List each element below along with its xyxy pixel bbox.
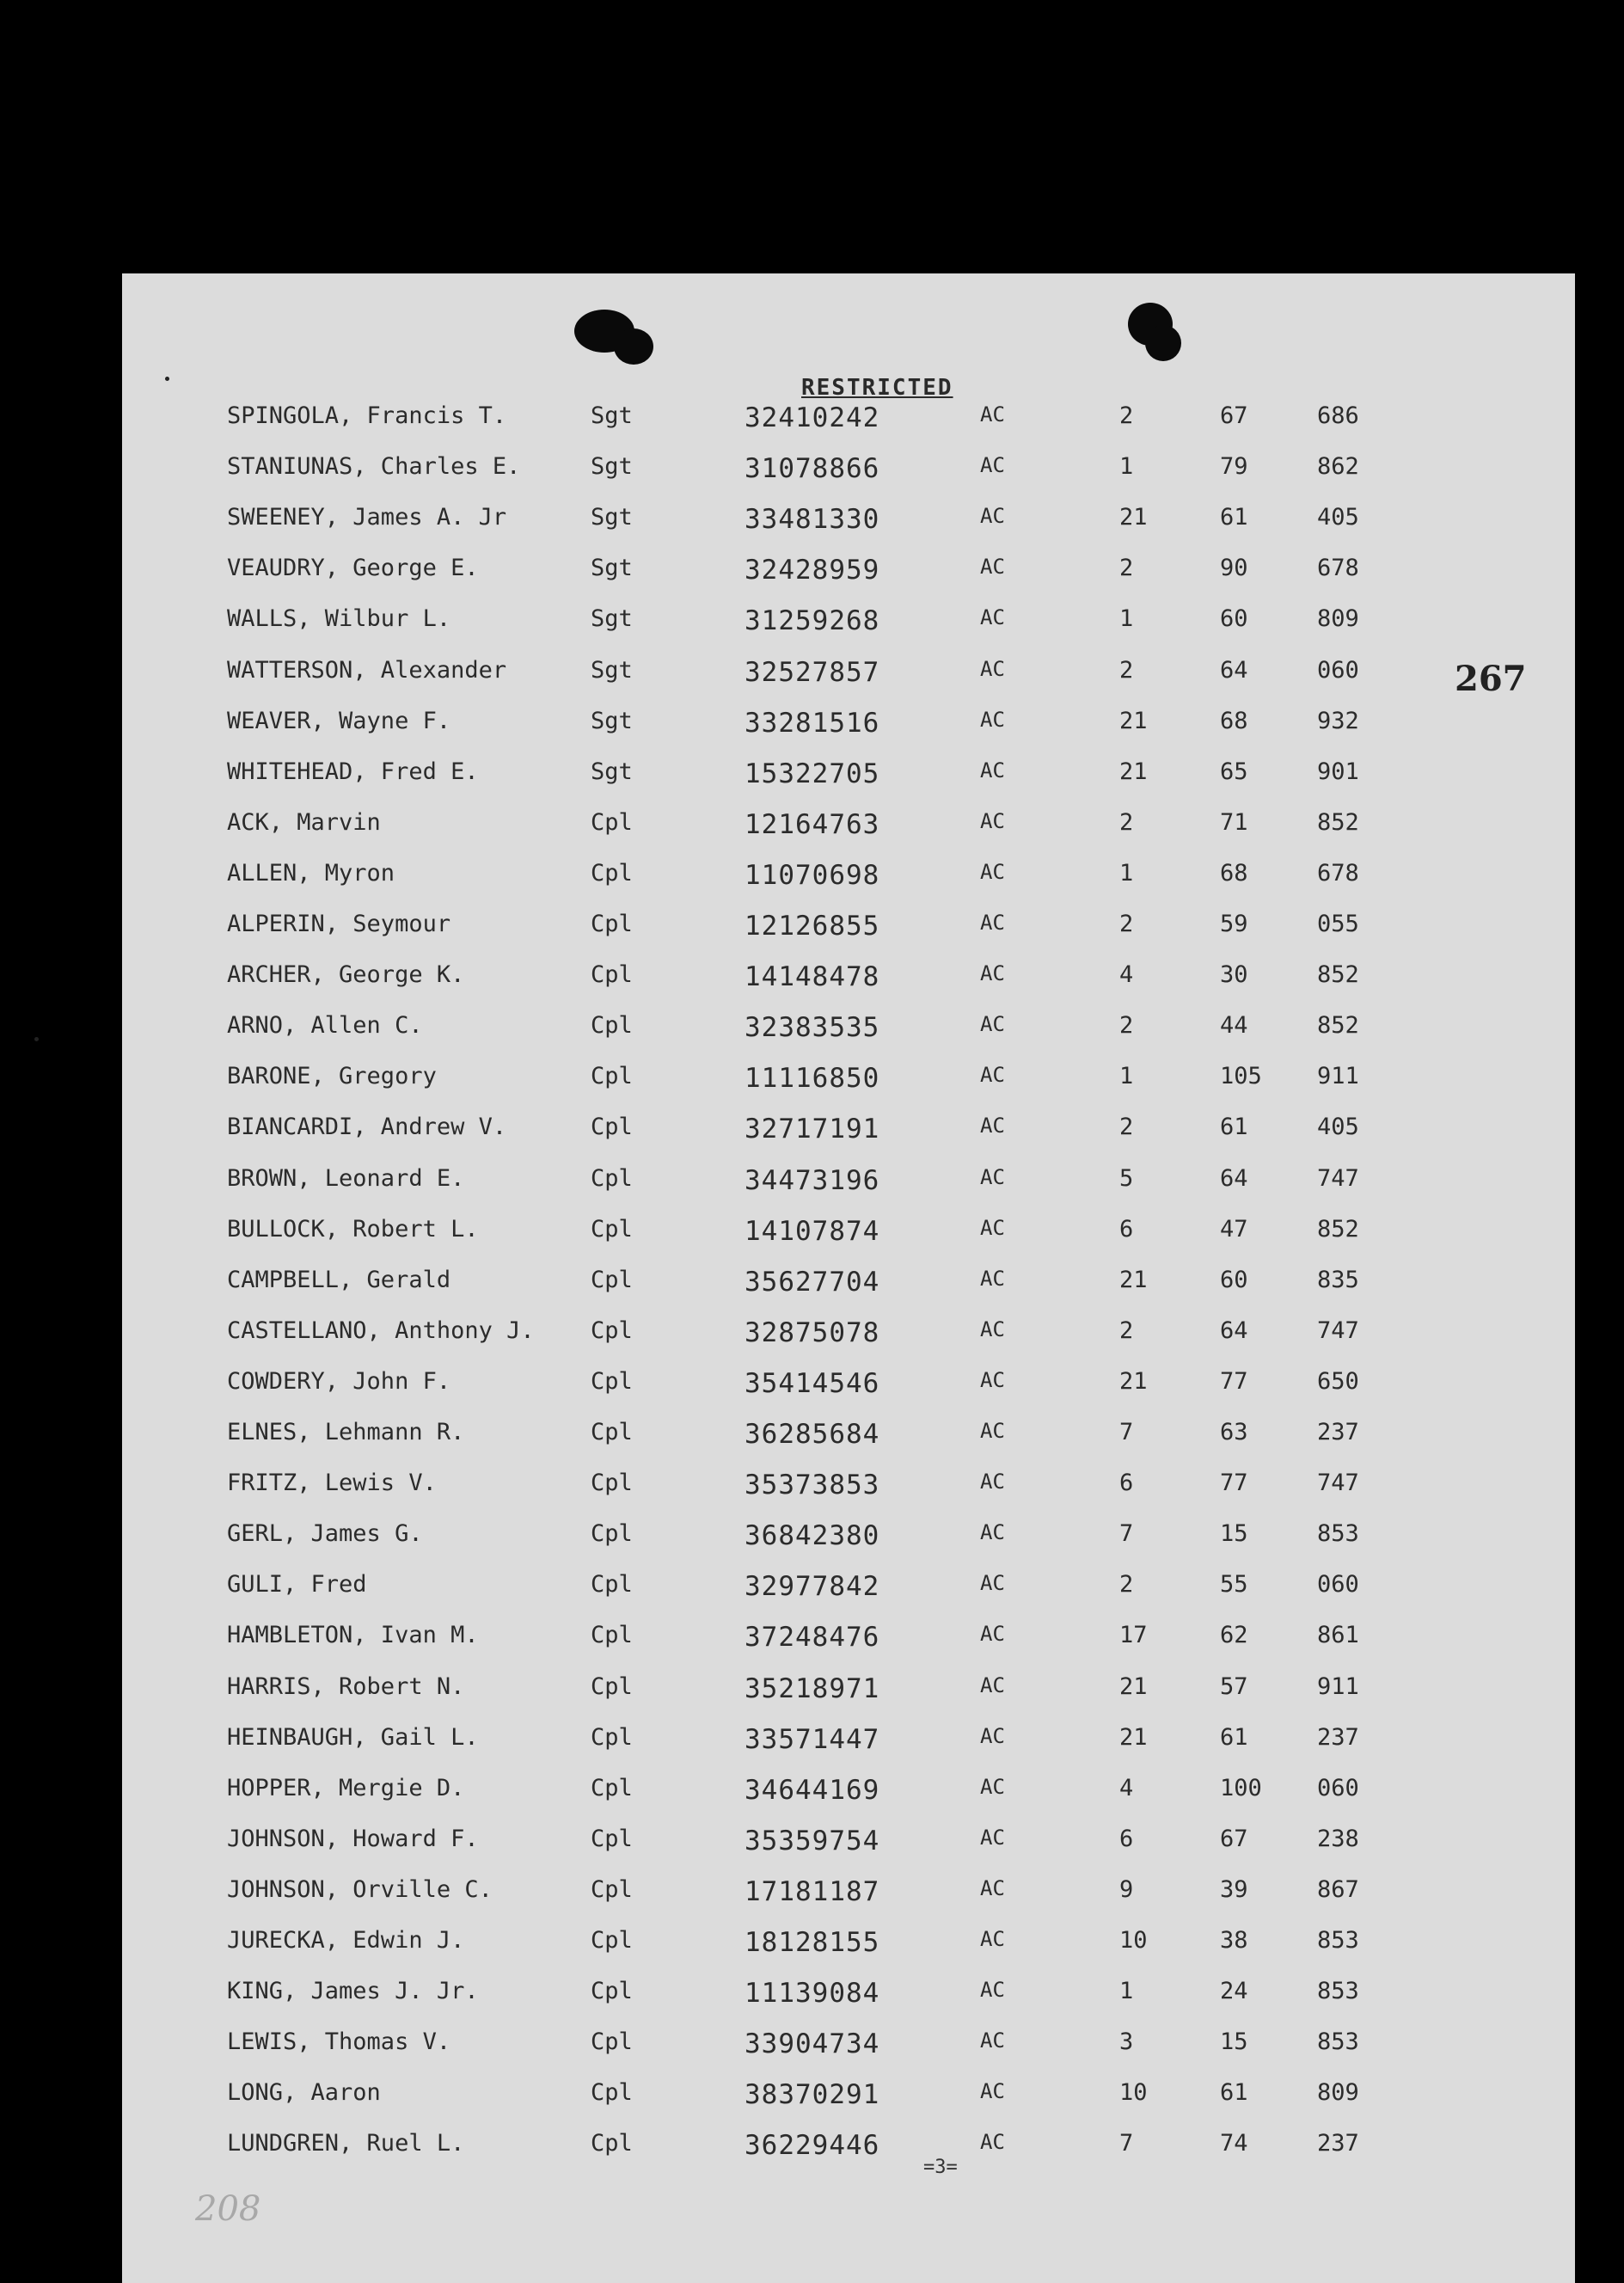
cell-serial: 32383535 <box>745 1012 880 1044</box>
cell-name: LEWIS, Thomas V. <box>227 2028 451 2056</box>
cell-col-a: 6 <box>1119 1470 1134 1497</box>
cell-col-c: 686 <box>1317 402 1359 429</box>
cell-col-c: 853 <box>1317 1520 1359 1548</box>
cell-col-c: 405 <box>1317 504 1359 531</box>
cell-rank: Sgt <box>591 758 633 785</box>
cell-serial: 38370291 <box>745 2079 880 2111</box>
cell-name: LUNDGREN, Ruel L. <box>227 2130 465 2157</box>
cell-name: HOPPER, Mergie D. <box>227 1774 465 1801</box>
cell-col-b: 77 <box>1220 1367 1248 1395</box>
cell-rank: Cpl <box>591 1774 633 1801</box>
cell-col-b: 79 <box>1220 453 1248 481</box>
table-row <box>122 1826 1575 1860</box>
table-row <box>122 1571 1575 1605</box>
cell-col-c: 060 <box>1317 1571 1359 1599</box>
cell-col-b: 30 <box>1220 961 1248 989</box>
cell-name: ALPERIN, Seymour <box>227 911 451 937</box>
cell-serial: 11116850 <box>745 1063 880 1095</box>
cell-rank: Cpl <box>591 1672 633 1700</box>
cell-serial: 14107874 <box>745 1215 880 1247</box>
cell-col-b: 61 <box>1220 1723 1248 1751</box>
cell-col-a: 2 <box>1119 656 1134 684</box>
table-row <box>122 453 1575 488</box>
cell-serial: 36285684 <box>745 1419 880 1450</box>
cell-col-c: 852 <box>1317 808 1359 836</box>
table-row <box>122 809 1575 844</box>
table-row <box>122 860 1575 894</box>
cell-branch: AC <box>980 1215 1005 1240</box>
cell-serial: 17181187 <box>745 1875 880 1907</box>
cell-col-a: 17 <box>1119 1622 1148 1649</box>
cell-col-a: 1 <box>1119 1063 1134 1090</box>
table-row <box>122 1520 1575 1555</box>
cell-col-c: 861 <box>1317 1622 1359 1649</box>
table-row <box>122 1978 1575 2012</box>
cell-col-c: 862 <box>1317 453 1359 481</box>
document-title: RESTRICTED <box>801 375 953 401</box>
cell-rank: Cpl <box>591 1215 633 1243</box>
cell-rank: Sgt <box>591 707 633 734</box>
cell-col-a: 7 <box>1119 2130 1134 2157</box>
cell-rank: Sgt <box>591 555 633 582</box>
cell-col-a: 21 <box>1119 1723 1148 1751</box>
table-row <box>122 1775 1575 1809</box>
cell-serial: 32717191 <box>745 1114 880 1145</box>
cell-col-a: 1 <box>1119 859 1134 887</box>
cell-col-a: 2 <box>1119 1316 1134 1344</box>
cell-serial: 32428959 <box>745 555 880 586</box>
cell-branch: AC <box>980 1622 1005 1647</box>
cell-col-b: 15 <box>1220 1520 1248 1548</box>
cell-name: ACK, Marvin <box>227 808 381 836</box>
cell-col-c: 853 <box>1317 1927 1359 1954</box>
cell-col-a: 10 <box>1119 1927 1148 1954</box>
cell-rank: Cpl <box>591 2079 633 2107</box>
cell-col-a: 2 <box>1119 1571 1134 1599</box>
cell-col-b: 68 <box>1220 859 1248 887</box>
cell-col-c: 678 <box>1317 555 1359 582</box>
cell-col-b: 44 <box>1220 1012 1248 1040</box>
cell-serial: 32527857 <box>745 656 880 688</box>
cell-col-b: 47 <box>1220 1215 1248 1243</box>
document-page <box>122 273 1575 2283</box>
table-row <box>122 1876 1575 1911</box>
cell-rank: Cpl <box>591 1470 633 1497</box>
cell-col-b: 61 <box>1220 2079 1248 2107</box>
cell-col-a: 21 <box>1119 1367 1148 1395</box>
cell-col-b: 61 <box>1220 504 1248 531</box>
cell-name: WATTERSON, Alexander <box>227 656 507 684</box>
cell-col-a: 1 <box>1119 1978 1134 2005</box>
cell-col-c: 055 <box>1317 911 1359 937</box>
cell-name: HEINBAUGH, Gail L. <box>227 1723 479 1751</box>
page-marker: =3= <box>923 2157 958 2178</box>
cell-name: HAMBLETON, Ivan M. <box>227 1622 479 1649</box>
cell-branch: AC <box>980 1520 1005 1545</box>
speck <box>165 377 169 381</box>
cell-col-a: 21 <box>1119 504 1148 531</box>
cell-col-a: 21 <box>1119 1672 1148 1700</box>
cell-rank: Cpl <box>591 1875 633 1903</box>
cell-rank: Cpl <box>591 1164 633 1192</box>
cell-name: WEAVER, Wayne F. <box>227 707 451 734</box>
cell-col-a: 2 <box>1119 1114 1134 1141</box>
cell-rank: Cpl <box>591 1978 633 2005</box>
table-row <box>122 1419 1575 1453</box>
cell-col-c: 237 <box>1317 2130 1359 2157</box>
table-row <box>122 1673 1575 1708</box>
cell-col-c: 650 <box>1317 1367 1359 1395</box>
cell-col-a: 21 <box>1119 1266 1148 1293</box>
cell-col-c: 060 <box>1317 656 1359 684</box>
table-row <box>122 1267 1575 1301</box>
cell-branch: AC <box>980 2079 1005 2104</box>
cell-col-a: 6 <box>1119 1825 1134 1852</box>
cell-col-a: 2 <box>1119 911 1134 937</box>
table-row <box>122 1927 1575 1961</box>
table-row <box>122 657 1575 691</box>
cell-col-c: 911 <box>1317 1672 1359 1700</box>
cell-rank: Sgt <box>591 402 633 429</box>
cell-serial: 34473196 <box>745 1164 880 1196</box>
cell-branch: AC <box>980 1774 1005 1799</box>
cell-rank: Cpl <box>591 1012 633 1040</box>
cell-col-a: 7 <box>1119 1520 1134 1548</box>
cell-col-c: 747 <box>1317 1164 1359 1192</box>
cell-serial: 36229446 <box>745 2130 880 2162</box>
table-row <box>122 555 1575 589</box>
cell-col-c: 060 <box>1317 1774 1359 1801</box>
cell-col-b: 60 <box>1220 605 1248 633</box>
cell-serial: 37248476 <box>745 1622 880 1654</box>
cell-branch: AC <box>980 1012 1005 1037</box>
table-row <box>122 1317 1575 1352</box>
cell-name: SWEENEY, James A. Jr <box>227 504 507 531</box>
cell-name: JOHNSON, Howard F. <box>227 1825 479 1852</box>
cell-serial: 12164763 <box>745 808 880 840</box>
cell-branch: AC <box>980 911 1005 935</box>
cell-rank: Cpl <box>591 1266 633 1293</box>
cell-col-a: 4 <box>1119 961 1134 989</box>
cell-branch: AC <box>980 1978 1005 2003</box>
cell-col-c: 853 <box>1317 2028 1359 2056</box>
cell-name: COWDERY, John F. <box>227 1367 451 1395</box>
cell-branch: AC <box>980 1419 1005 1443</box>
cell-col-b: 90 <box>1220 555 1248 582</box>
cell-name: VEAUDRY, George E. <box>227 555 479 582</box>
cell-branch: AC <box>980 656 1005 681</box>
cell-name: FRITZ, Lewis V. <box>227 1470 437 1497</box>
table-row <box>122 1012 1575 1046</box>
cell-rank: Cpl <box>591 1825 633 1852</box>
cell-col-b: 55 <box>1220 1571 1248 1599</box>
cell-serial: 32875078 <box>745 1316 880 1348</box>
cell-name: JURECKA, Edwin J. <box>227 1927 465 1954</box>
cell-rank: Cpl <box>591 859 633 887</box>
table-row <box>122 2079 1575 2114</box>
cell-branch: AC <box>980 1927 1005 1951</box>
cell-col-b: 38 <box>1220 1927 1248 1954</box>
cell-col-c: 852 <box>1317 1215 1359 1243</box>
cell-name: SPINGOLA, Francis T. <box>227 402 507 429</box>
table-row <box>122 1063 1575 1097</box>
cell-col-c: 852 <box>1317 961 1359 989</box>
cell-col-b: 60 <box>1220 1266 1248 1293</box>
cell-branch: AC <box>980 453 1005 478</box>
cell-serial: 33481330 <box>745 504 880 536</box>
cell-col-b: 105 <box>1220 1063 1262 1090</box>
cell-col-b: 57 <box>1220 1672 1248 1700</box>
cell-col-b: 64 <box>1220 1164 1248 1192</box>
cell-col-b: 67 <box>1220 402 1248 429</box>
cell-name: LONG, Aaron <box>227 2079 381 2107</box>
cell-col-a: 21 <box>1119 758 1148 785</box>
cell-col-b: 63 <box>1220 1419 1248 1445</box>
cell-serial: 35359754 <box>745 1825 880 1856</box>
cell-branch: AC <box>980 859 1005 884</box>
cell-serial: 33904734 <box>745 2028 880 2060</box>
cell-col-c: 747 <box>1317 1316 1359 1344</box>
cell-branch: AC <box>980 2028 1005 2053</box>
cell-name: WHITEHEAD, Fred E. <box>227 758 479 785</box>
cell-col-b: 61 <box>1220 1114 1248 1141</box>
cell-name: BROWN, Leonard E. <box>227 1164 465 1192</box>
table-row <box>122 1724 1575 1758</box>
table-row <box>122 911 1575 945</box>
table-row <box>122 504 1575 538</box>
punch-hole-left-lower <box>614 328 653 365</box>
cell-col-b: 100 <box>1220 1774 1262 1801</box>
table-row <box>122 402 1575 437</box>
cell-col-b: 39 <box>1220 1875 1248 1903</box>
cell-col-a: 5 <box>1119 1164 1134 1192</box>
cell-col-a: 7 <box>1119 1419 1134 1445</box>
cell-branch: AC <box>980 504 1005 529</box>
cell-serial: 31078866 <box>745 453 880 485</box>
cell-branch: AC <box>980 1114 1005 1138</box>
cell-branch: AC <box>980 758 1005 782</box>
cell-serial: 36842380 <box>745 1520 880 1552</box>
cell-serial: 18128155 <box>745 1927 880 1958</box>
cell-col-c: 237 <box>1317 1723 1359 1751</box>
cell-serial: 35627704 <box>745 1266 880 1298</box>
cell-col-c: 853 <box>1317 1978 1359 2005</box>
cell-col-a: 4 <box>1119 1774 1134 1801</box>
cell-rank: Cpl <box>591 1114 633 1141</box>
cell-rank: Cpl <box>591 808 633 836</box>
handwritten-note: 208 <box>195 2189 261 2229</box>
cell-name: KING, James J. Jr. <box>227 1978 479 2005</box>
page-number: 267 <box>1455 659 1527 699</box>
cell-col-c: 901 <box>1317 758 1359 785</box>
cell-col-c: 911 <box>1317 1063 1359 1090</box>
cell-branch: AC <box>980 2130 1005 2155</box>
cell-col-c: 405 <box>1317 1114 1359 1141</box>
cell-branch: AC <box>980 1825 1005 1850</box>
cell-rank: Cpl <box>591 1419 633 1445</box>
table-row <box>122 1622 1575 1656</box>
cell-col-b: 62 <box>1220 1622 1248 1649</box>
cell-name: GERL, James G. <box>227 1520 423 1548</box>
table-row <box>122 1470 1575 1504</box>
cell-col-b: 77 <box>1220 1470 1248 1497</box>
cell-rank: Cpl <box>591 1571 633 1599</box>
cell-col-a: 10 <box>1119 2079 1148 2107</box>
cell-serial: 12126855 <box>745 911 880 942</box>
cell-col-b: 64 <box>1220 1316 1248 1344</box>
cell-rank: Cpl <box>591 1520 633 1548</box>
table-row <box>122 1216 1575 1250</box>
cell-col-c: 678 <box>1317 859 1359 887</box>
cell-name: CASTELLANO, Anthony J. <box>227 1316 535 1344</box>
cell-serial: 33571447 <box>745 1723 880 1755</box>
cell-col-c: 809 <box>1317 2079 1359 2107</box>
cell-branch: AC <box>980 1266 1005 1291</box>
cell-rank: Sgt <box>591 453 633 481</box>
table-row <box>122 758 1575 793</box>
cell-name: BULLOCK, Robert L. <box>227 1215 479 1243</box>
table-row <box>122 1368 1575 1402</box>
cell-col-a: 9 <box>1119 1875 1134 1903</box>
cell-branch: AC <box>980 402 1005 427</box>
cell-serial: 31259268 <box>745 605 880 637</box>
cell-col-a: 21 <box>1119 707 1148 734</box>
cell-branch: AC <box>980 1316 1005 1341</box>
cell-col-a: 1 <box>1119 605 1134 633</box>
cell-name: CAMPBELL, Gerald <box>227 1266 451 1293</box>
cell-col-b: 71 <box>1220 808 1248 836</box>
cell-col-a: 2 <box>1119 555 1134 582</box>
cell-name: STANIUNAS, Charles E. <box>227 453 521 481</box>
cell-serial: 14148478 <box>745 961 880 993</box>
cell-name: JOHNSON, Orville C. <box>227 1875 493 1903</box>
cell-col-c: 237 <box>1317 1419 1359 1445</box>
cell-serial: 11139084 <box>745 1978 880 2010</box>
cell-serial: 35414546 <box>745 1367 880 1399</box>
cell-col-c: 835 <box>1317 1266 1359 1293</box>
cell-col-b: 65 <box>1220 758 1248 785</box>
cell-col-a: 2 <box>1119 808 1134 836</box>
table-row <box>122 1165 1575 1200</box>
cell-col-c: 852 <box>1317 1012 1359 1040</box>
cell-name: BARONE, Gregory <box>227 1063 437 1090</box>
cell-branch: AC <box>980 1367 1005 1392</box>
cell-name: WALLS, Wilbur L. <box>227 605 451 633</box>
cell-rank: Cpl <box>591 2028 633 2056</box>
cell-rank: Sgt <box>591 605 633 633</box>
cell-col-c: 867 <box>1317 1875 1359 1903</box>
cell-col-a: 6 <box>1119 1215 1134 1243</box>
cell-name: BIANCARDI, Andrew V. <box>227 1114 507 1141</box>
cell-col-a: 2 <box>1119 402 1134 429</box>
cell-rank: Cpl <box>591 1063 633 1090</box>
cell-branch: AC <box>980 1875 1005 1900</box>
cell-rank: Cpl <box>591 2130 633 2157</box>
table-row <box>122 708 1575 742</box>
cell-branch: AC <box>980 1672 1005 1697</box>
cell-serial: 11070698 <box>745 859 880 891</box>
cell-serial: 32410242 <box>745 402 880 433</box>
cell-rank: Cpl <box>591 1316 633 1344</box>
speck <box>34 1037 39 1041</box>
table-row <box>122 961 1575 996</box>
cell-branch: AC <box>980 1723 1005 1748</box>
cell-col-c: 238 <box>1317 1825 1359 1852</box>
cell-col-b: 74 <box>1220 2130 1248 2157</box>
table-row <box>122 2130 1575 2164</box>
cell-rank: Cpl <box>591 1622 633 1649</box>
cell-col-b: 59 <box>1220 911 1248 937</box>
cell-col-b: 15 <box>1220 2028 1248 2056</box>
cell-rank: Cpl <box>591 1927 633 1954</box>
cell-col-b: 67 <box>1220 1825 1248 1852</box>
cell-serial: 15322705 <box>745 758 880 789</box>
cell-name: ARCHER, George K. <box>227 961 465 989</box>
cell-col-b: 24 <box>1220 1978 1248 2005</box>
cell-branch: AC <box>980 707 1005 732</box>
cell-name: ELNES, Lehmann R. <box>227 1419 465 1445</box>
cell-name: GULI, Fred <box>227 1571 367 1599</box>
cell-serial: 35218971 <box>745 1672 880 1704</box>
table-row <box>122 605 1575 640</box>
cell-branch: AC <box>980 961 1005 986</box>
cell-col-b: 68 <box>1220 707 1248 734</box>
cell-rank: Cpl <box>591 1723 633 1751</box>
cell-rank: Sgt <box>591 504 633 531</box>
cell-col-c: 932 <box>1317 707 1359 734</box>
cell-name: HARRIS, Robert N. <box>227 1672 465 1700</box>
cell-serial: 35373853 <box>745 1470 880 1501</box>
cell-col-c: 747 <box>1317 1470 1359 1497</box>
cell-col-a: 2 <box>1119 1012 1134 1040</box>
table-row <box>122 1114 1575 1148</box>
punch-hole-right-lower <box>1145 325 1181 361</box>
cell-rank: Cpl <box>591 911 633 937</box>
cell-serial: 34644169 <box>745 1774 880 1806</box>
cell-col-a: 3 <box>1119 2028 1134 2056</box>
cell-name: ARNO, Allen C. <box>227 1012 423 1040</box>
cell-col-a: 1 <box>1119 453 1134 481</box>
table-row <box>122 2028 1575 2063</box>
cell-branch: AC <box>980 555 1005 580</box>
cell-name: ALLEN, Myron <box>227 859 395 887</box>
cell-serial: 32977842 <box>745 1571 880 1603</box>
cell-col-b: 64 <box>1220 656 1248 684</box>
cell-branch: AC <box>980 1164 1005 1189</box>
cell-branch: AC <box>980 1470 1005 1494</box>
cell-col-c: 809 <box>1317 605 1359 633</box>
cell-rank: Sgt <box>591 656 633 684</box>
cell-serial: 33281516 <box>745 707 880 739</box>
cell-rank: Cpl <box>591 1367 633 1395</box>
cell-branch: AC <box>980 1571 1005 1596</box>
cell-branch: AC <box>980 1063 1005 1088</box>
cell-rank: Cpl <box>591 961 633 989</box>
cell-branch: AC <box>980 808 1005 833</box>
cell-branch: AC <box>980 605 1005 630</box>
